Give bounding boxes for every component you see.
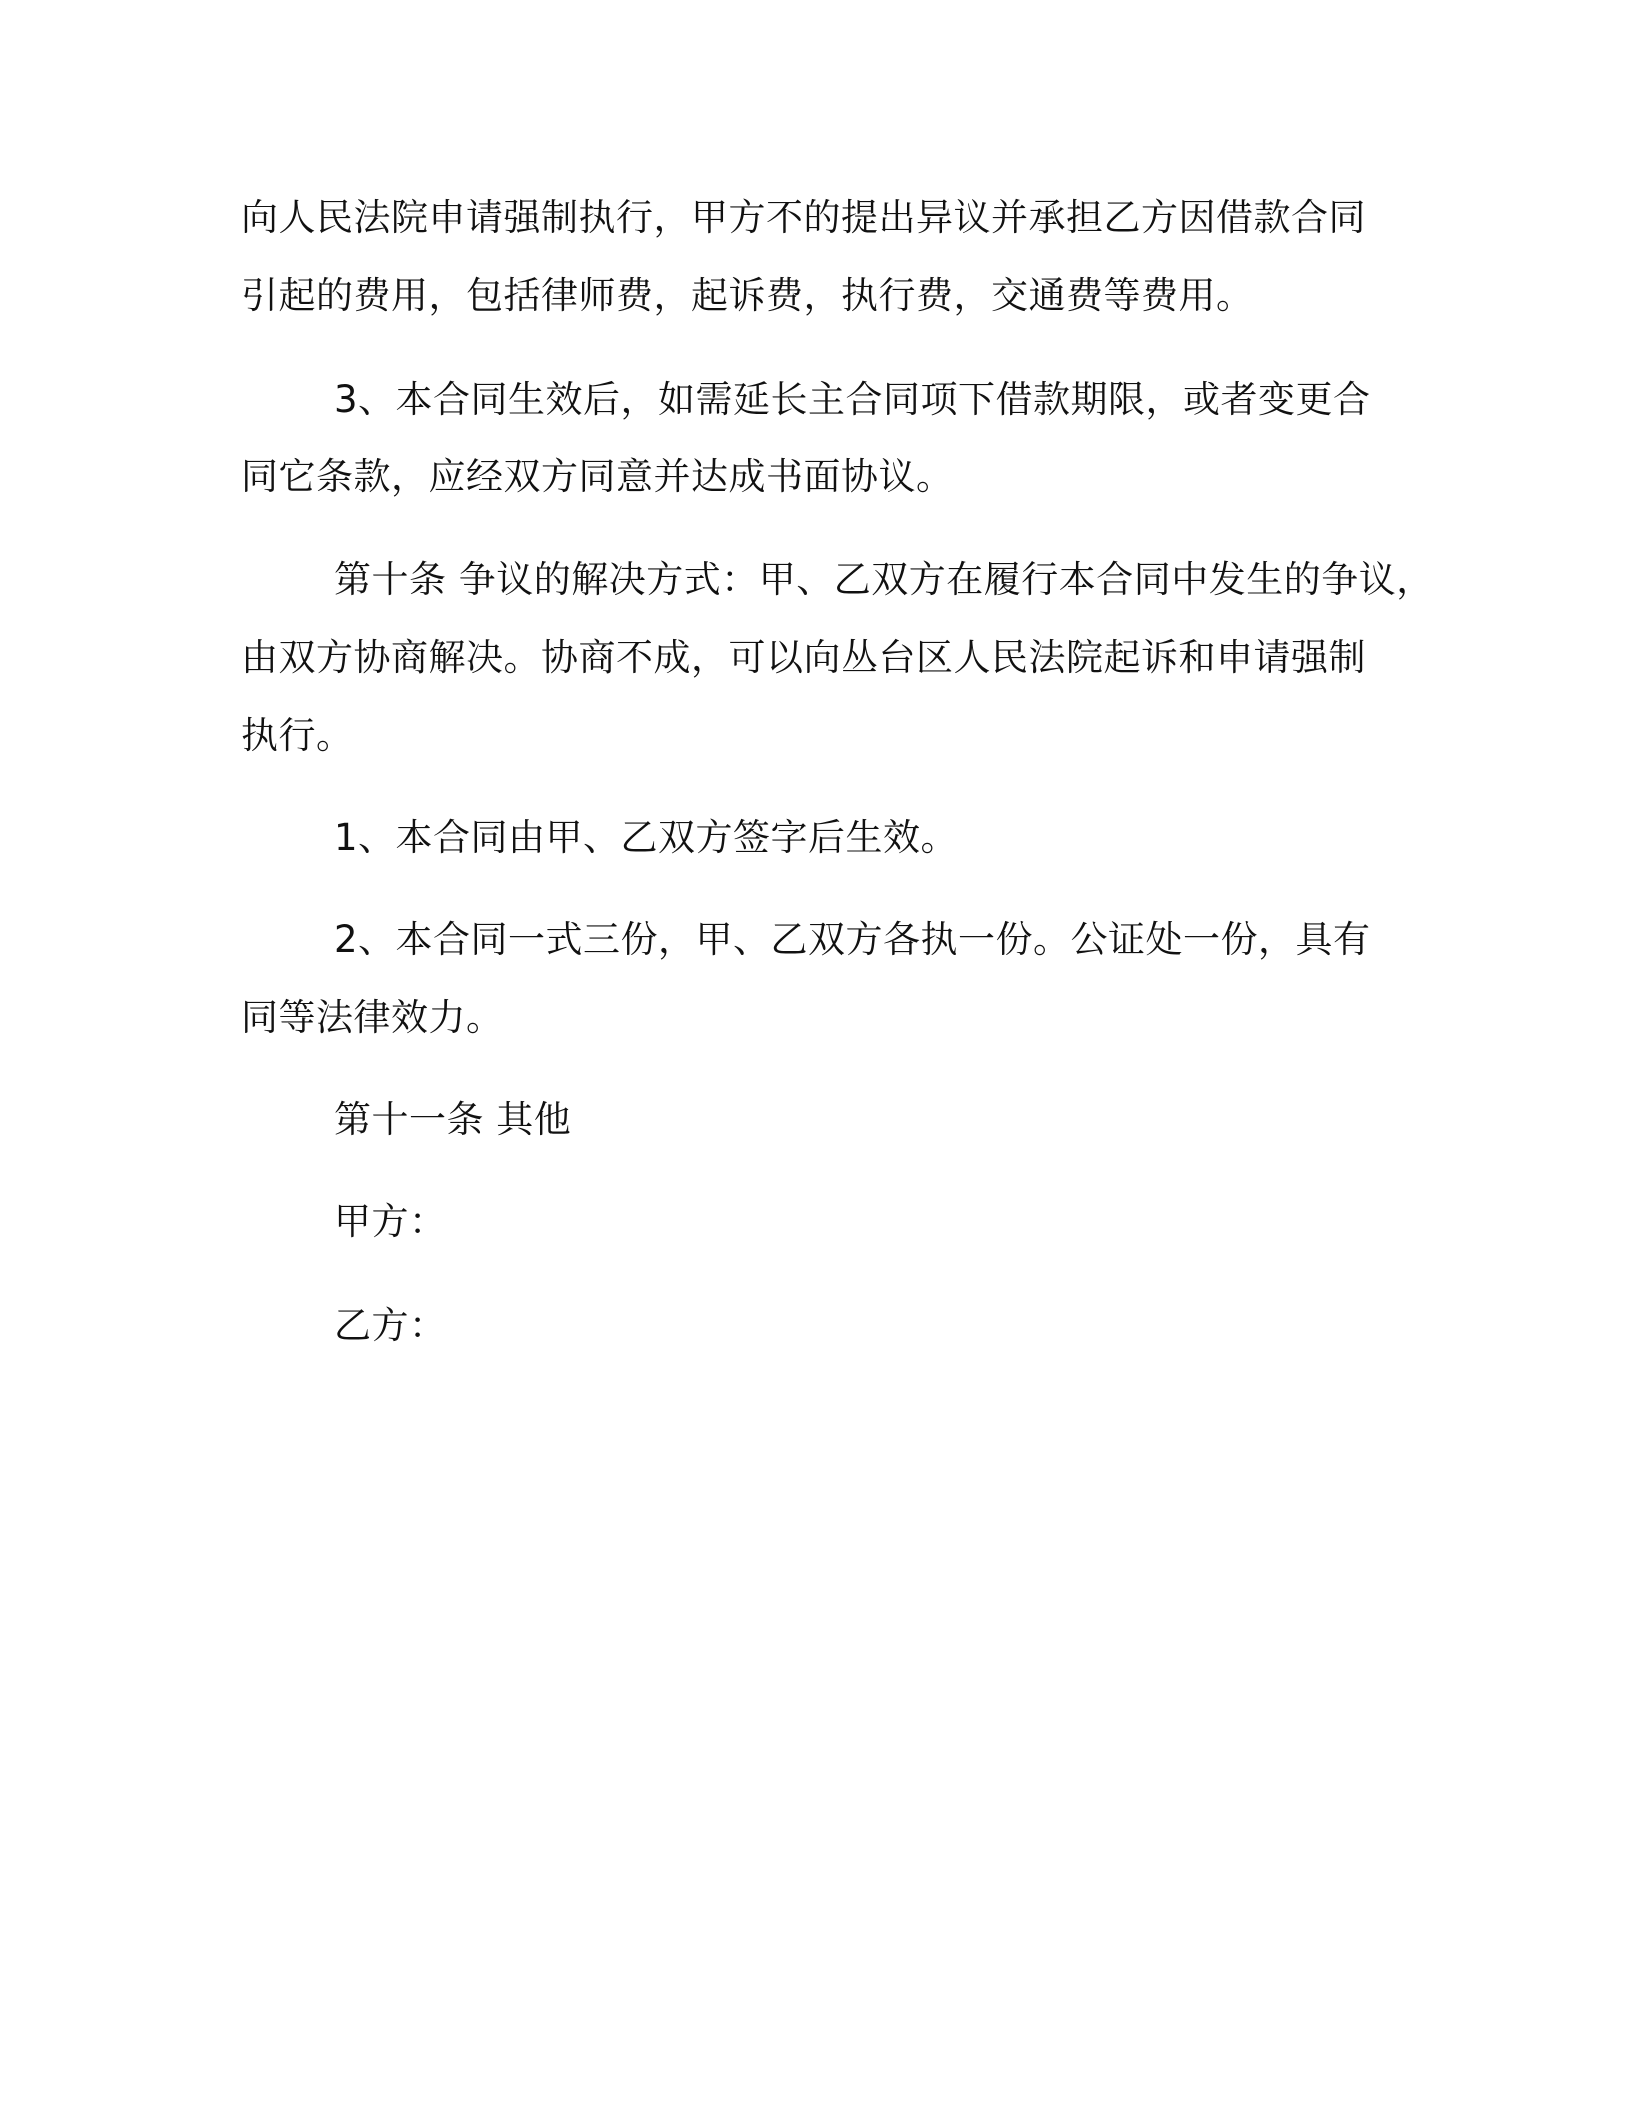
text-line: 执行。 (241, 714, 354, 757)
text-line: 1、本合同由甲、乙双方签字后生效。 (334, 816, 959, 859)
text-line: 2、本合同一式三份，甲、乙双方各执一份。公证处一份，具有 (334, 918, 1371, 961)
text-line: 同它条款，应经双方同意并达成书面协议。 (241, 455, 954, 498)
text-line: 3、本合同生效后，如需延长主合同项下借款期限，或者变更合 (334, 378, 1371, 421)
text-line: 第十条 争议的解决方式：甲、乙双方在履行本合同中发生的争议， (334, 558, 1434, 601)
section-heading: 第十一条 其他 (334, 1098, 572, 1141)
text-line: 同等法律效力。 (241, 996, 504, 1039)
party-a-label: 甲方： (334, 1200, 447, 1243)
text-line: 向人民法院申请强制执行，甲方不的提出异议并承担乙方因借款合同 (241, 196, 1366, 239)
party-b-label: 乙方： (334, 1304, 447, 1347)
text-line: 由双方协商解决。协商不成，可以向丛台区人民法院起诉和申请强制 (241, 636, 1366, 679)
text-line: 引起的费用，包括律师费，起诉费，执行费，交通费等费用。 (241, 274, 1254, 317)
